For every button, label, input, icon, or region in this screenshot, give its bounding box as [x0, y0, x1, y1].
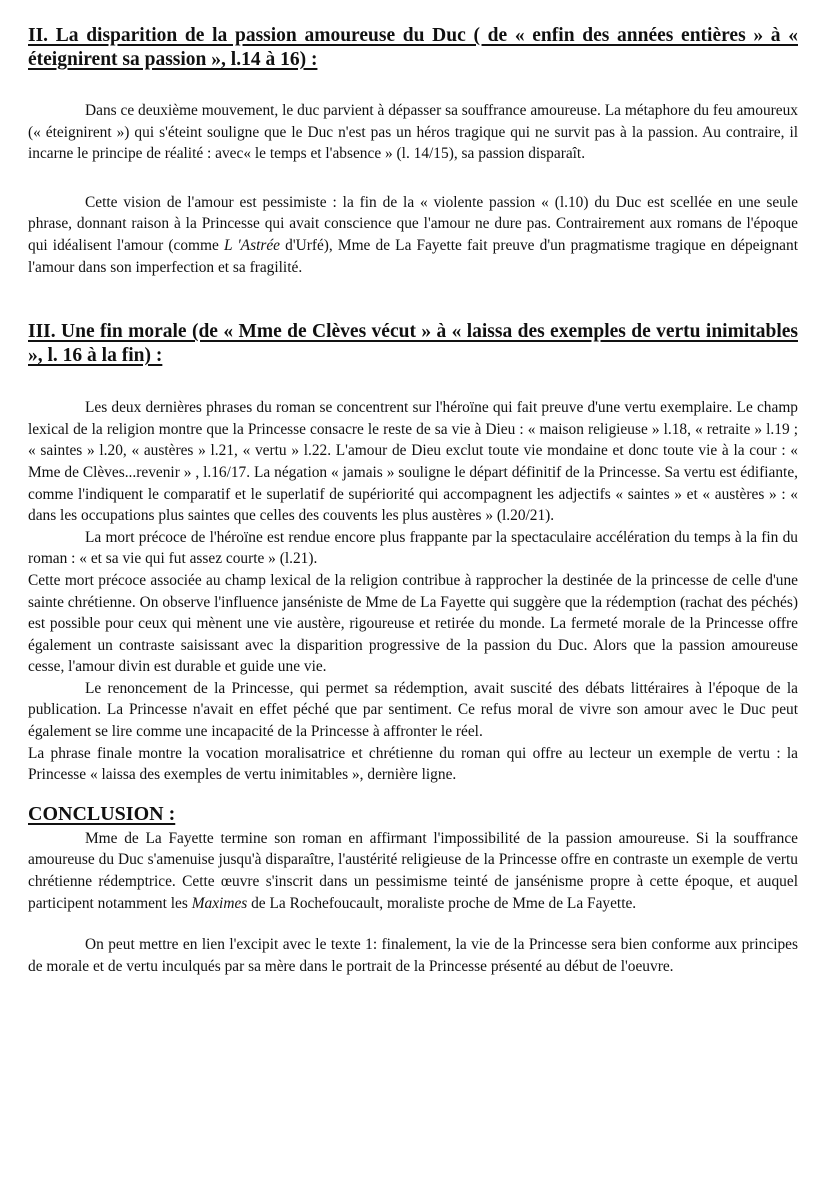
section-3-paragraph-5: La phrase finale montre la vocation moralisatrice et chrétienne du roman qui offre au lecteur un exemple de vertu : la Princesse « laissa des exemples de vertu inimitables », dernière ligne.	[28, 744, 798, 784]
conclusion-paragraph-2: On peut mettre en lien l'excipit avec le texte 1: finalement, la vie de la Princesse sera bien conforme aux principes de morale et de vertu inculqués par sa mère dans le portrait de la Princesse présenté au début de l'oeuvre.	[28, 936, 798, 975]
section-2-paragraph-1: Dans ce deuxième mouvement, le duc parvient à dépasser sa souffrance amoureuse. La métaphore du feu amoureux (« éteignirent ») qui s'éteint souligne que le Duc n'est pas un héros tragique qui ne survit pas à la passion. Au contraire, il incarne le principe de réalité : avec« le temps et l'absence » (l. 14/15), sa passion disparaît.	[28, 102, 798, 163]
section-2-paragraph-2	[28, 192, 798, 278]
conclusion-paragraph-1-text-a: Mme de La Fayette termine son roman en affirmant l'impossibilité de la passion amoureuse. Si la souffrance amoureuse du Duc s'amenuise jusqu'à disparaître, l'austérité religieuse de la Princesse offre en contraste un exemple de vertu chrétienne rédemptrice. Cette œuvre s'inscrit dans un pessimisme teinté de jansénisme propre à cette époque, et auquel participent notamment les	[28, 829, 798, 912]
section-3-paragraph-3: Cette mort précoce associée au champ lexical de la religion contribue à rapprocher la destinée de la princesse de celle d'une sainte chrétienne. On observe l'influence janséniste de Mme de La Fayette qui suggère que la rédemption (rachat des péchés) est possible pour ceux qui mènent une vie austère, rigoureuse et retirée du monde. La fermeté morale de la Princesse offre également un contraste saisissant avec la disparition progressive de la passion du Duc. Alors que la passion amoureuse cesse, l'amour divin est durable et guide une vie.	[28, 571, 798, 676]
astree-title: L 'Astrée	[223, 236, 280, 254]
conclusion-paragraph-1	[28, 828, 798, 914]
section-2-paragraph-2-text-a: Cette vision de l'amour est pessimiste : la fin de la « violente passion « (l.10) du Duc est scellée en une seule phrase, donnant raison à la Princesse qui avait conscience que l'amour ne dure pas. Contrairement aux romans de l'époque qui idéalisent l'amour (comme	[28, 193, 798, 254]
conclusion-heading: CONCLUSION :	[28, 802, 176, 825]
section-2-heading: II. La disparition de la passion amoureuse du Duc ( de « enfin des années entières » à « éteignirent sa passion », l.14 à 16) :	[28, 25, 798, 70]
conclusion-paragraph-1-text-b: de La Rochefoucault, moraliste proche de Mme de La Fayette.	[247, 894, 637, 912]
section-2-paragraph-2-text-b: d'Urfé), Mme de La Fayette fait preuve d'un pragmatisme tragique en dépeignant l'amour dans son imperfection et sa fragilité.	[28, 236, 798, 276]
section-3-heading: III. Une fin morale (de « Mme de Clèves vécut » à « laissa des exemples de vertu inimitables », l. 16 à la fin) :	[28, 321, 798, 367]
section-3-paragraph-1: Les deux dernières phrases du roman se concentrent sur l'héroïne qui fait preuve d'une vertu exemplaire. Le champ lexical de la religion montre que la Princesse consacre le reste de sa vie à Dieu : « maison religieuse » l.18, « retraite » l.19 ; « saintes » l.20, « austères » l.21, « vertu » l.22. L'amour de Dieu exclut toute vie mondaine et donc toute vie à la cour : « Mme de Clèves...revenir » , l.16/17. La négation « jamais » souligne le départ définitif de la Princesse. Sa vertu est édifiante, comme l'indiquent le comparatif et le superlatif de supériorité qui accompagnent les adjectifs « saintes » et « austères » : « dans les occupations plus saintes que celles des couvents les plus austères » (l.20/21).	[28, 399, 798, 525]
section-3-paragraph-2: La mort précoce de l'héroïne est rendue encore plus frappante par la spectaculaire accélération du temps à la fin du roman : « et sa vie qui fut assez courte » (l.21).	[28, 528, 798, 568]
section-3-paragraph-4: Le renoncement de la Princesse, qui permet sa rédemption, avait suscité des débats littéraires à l'époque de la publication. La Princesse n'avait en effet péché que par sentiment. Ce refus moral de vivre son amour avec le Duc peut également se lire comme une incapacité de la Princesse à affronter le réel.	[28, 679, 798, 741]
maximes-title: Maximes	[191, 894, 248, 912]
